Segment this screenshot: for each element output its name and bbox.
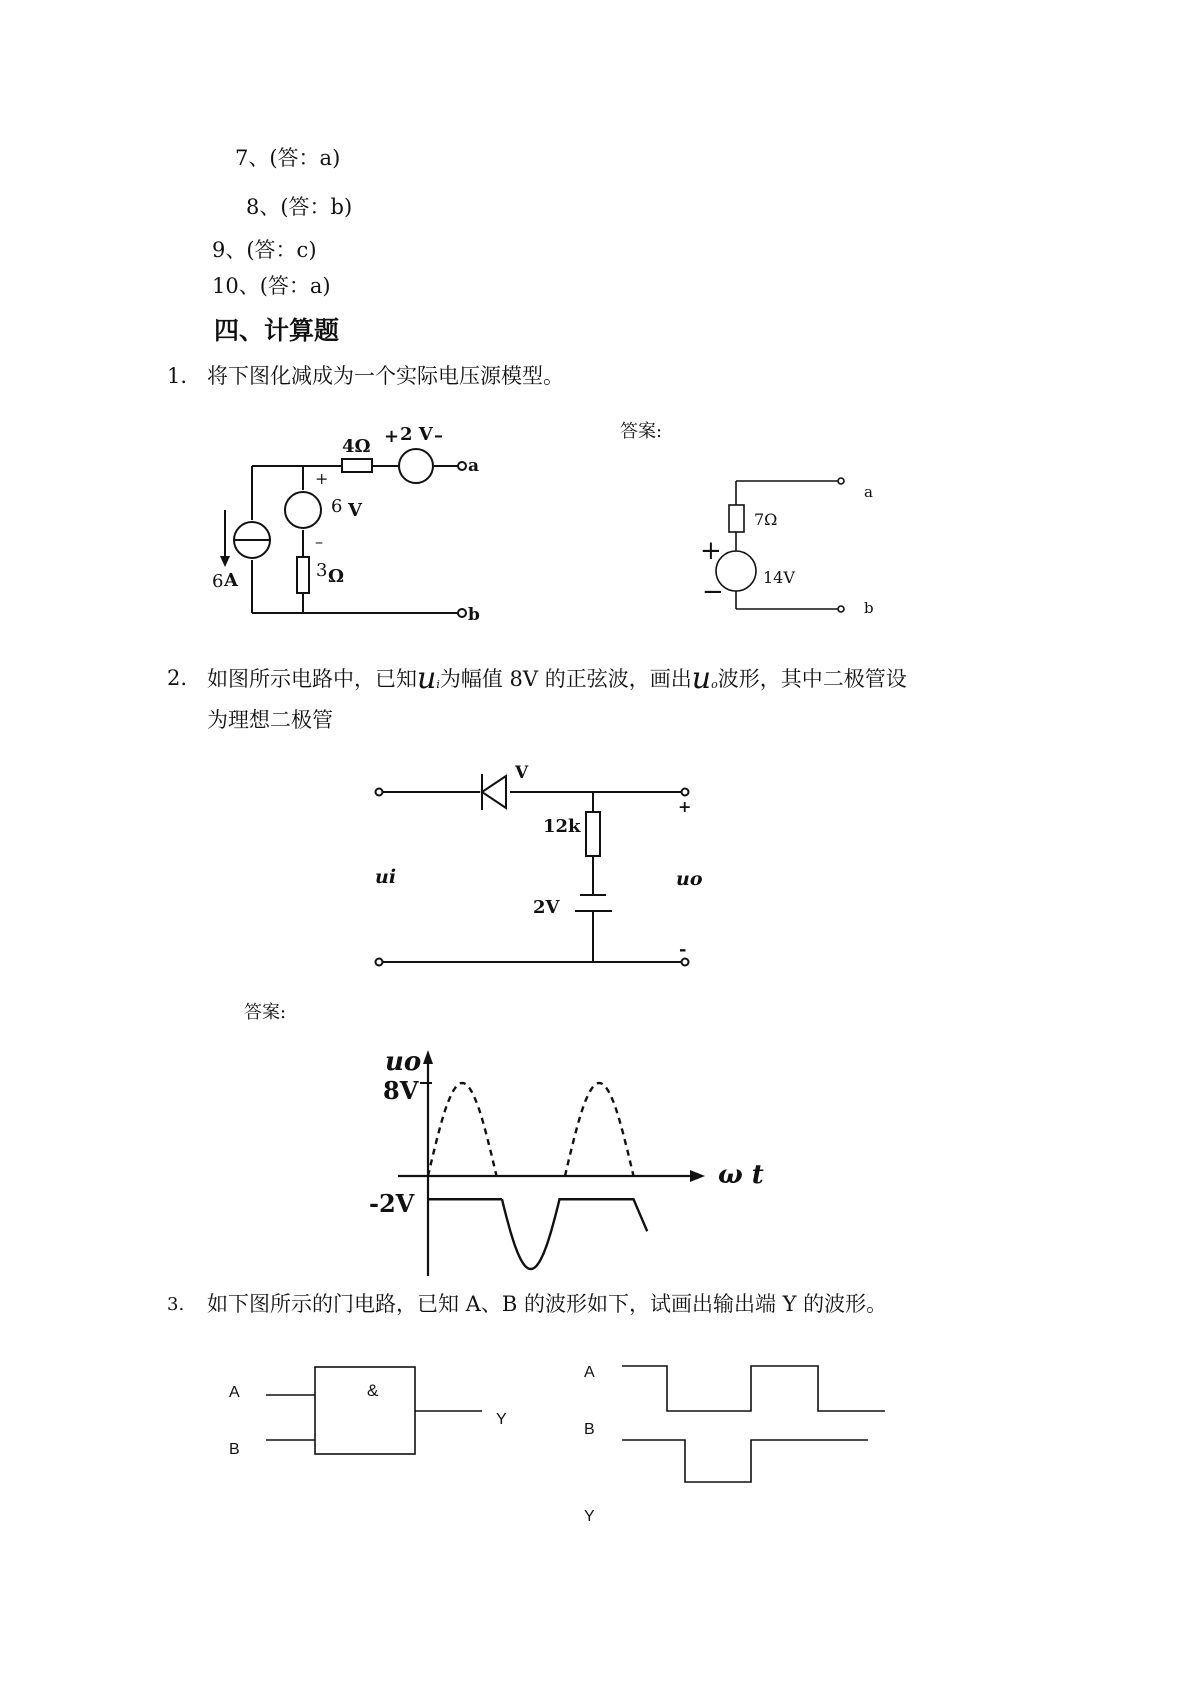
waveform-label-a: A [584, 1364, 595, 1381]
q2-text-2: 为幅值 8V 的正弦波，画出 [439, 667, 692, 691]
answer-8: 8、(答：b) [246, 195, 353, 219]
gate-input-b: B [229, 1441, 240, 1458]
q2-ui-sub: i [436, 678, 440, 691]
q1-is-num: 6 [212, 571, 224, 592]
q1-minus-label: – [315, 532, 323, 551]
wave-ylabel: uo [385, 1047, 422, 1077]
q2-battery-label: 2V [533, 897, 560, 918]
section-title: 四、计算题 [214, 316, 340, 345]
waveform-label-y: Y [584, 1508, 595, 1525]
answer-terminal-a: a [864, 483, 873, 501]
q1-is-unit: A [224, 570, 238, 591]
answer-plus: + [700, 536, 722, 566]
wave-y-high-label: 8V [383, 1076, 419, 1105]
q2-answer-label: 答案: [244, 1002, 287, 1023]
answer-9: 9、(答：c) [212, 238, 317, 262]
q1-text: 将下图化减成为一个实际电压源模型。 [207, 364, 564, 388]
q1-number: 1. [167, 364, 188, 388]
waveform-label-b: B [584, 1421, 595, 1438]
q2-minus-label: - [679, 939, 687, 960]
q1-vs1-label: 2 V [400, 424, 433, 445]
q1-r1-label: 4Ω [342, 436, 371, 457]
answer-terminal-b: b [864, 599, 874, 617]
gate-input-a: A [229, 1384, 240, 1401]
gate-symbol: & [367, 1381, 379, 1400]
q1-terminal-a: a [468, 456, 480, 476]
q1-answer-label: 答案: [620, 421, 663, 442]
q2-plus-label: + [678, 797, 692, 816]
q2-uo-var: u [691, 661, 712, 696]
q2-ui-var: u [417, 661, 437, 696]
q1-plus-label: + [315, 469, 329, 488]
answer-7: 7、(答：a) [235, 146, 341, 170]
q3-text: 如下图所示的门电路，已知 A、B 的波形如下，试画出输出端 Y 的波形。 [207, 1292, 888, 1316]
wave-y-low-label: -2V [369, 1189, 415, 1218]
q2-text-3: 波形，其中二极管设 [717, 667, 907, 691]
q2-text-1: 如图所示电路中，已知 [207, 667, 417, 691]
q2-input-label: ui [375, 866, 397, 888]
q1-vs2-unit: V [348, 500, 362, 521]
q2-text-line2: 为理想二极管 [207, 708, 333, 732]
q2-output-label: uo [676, 868, 703, 890]
gate-output-y: Y [496, 1411, 507, 1428]
answer-resistor-label: 7Ω [754, 510, 778, 529]
answer-10: 10、(答：a) [212, 274, 331, 298]
q2-uo-sub: o [711, 678, 718, 691]
q1-terminal-b: b [468, 605, 480, 625]
q2-resistor-label: 12k [543, 816, 581, 837]
q1-r2-unit: Ω [328, 566, 345, 587]
q1-vs1-plus: + [384, 426, 400, 447]
q2-number: 2. [167, 666, 188, 690]
answer-source-label: 14V [763, 568, 795, 587]
q2-diode-label: V [515, 763, 529, 783]
q1-vs1-minus: – [434, 425, 443, 446]
q3-number: 3. [167, 1294, 185, 1315]
answer-minus: − [702, 577, 724, 607]
q1-vs2-num: 6 [331, 496, 343, 517]
wave-xlabel: ω t [718, 1160, 764, 1190]
q1-r2-num: 3 [316, 560, 328, 581]
